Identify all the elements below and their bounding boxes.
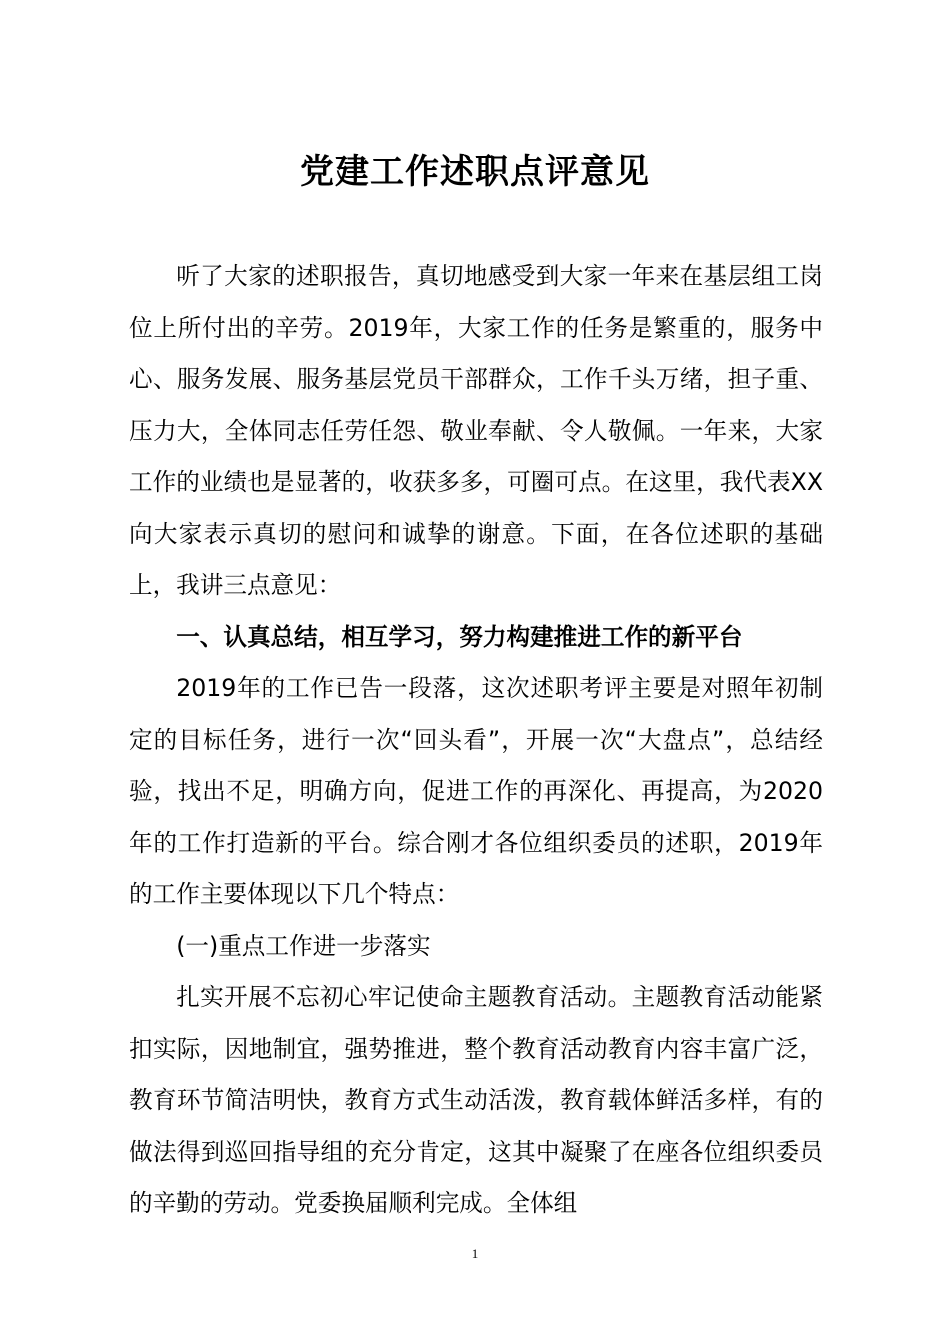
subsection-1-paragraph: 扎实开展不忘初心牢记使命主题教育活动。主题教育活动能紧扣实际，因地制宜，强势推进，整个教育活动教育内容丰富广泛，教育环节简洁明快，教育方式生动活泼，教育载体鲜活多样，有的做法得到巡回指导组的充分肯定，这其中凝聚了在座各位组织委员的辛勤的劳动。党委换届顺利完成。全体组	[129, 983, 823, 1217]
section-1-paragraph: 2019年的工作已告一段落，这次述职考评主要是对照年初制定的目标任务，进行一次“回头看”，开展一次“大盘点”，总结经验，找出不足，明确方向，促进工作的再深化、再提高，为2020年的工作打造新的平台。综合刚才各位组织委员的述职，2019年的工作主要体现以下几个特点：	[129, 674, 823, 908]
document-body	[129, 251, 823, 1230]
page-number: 1	[471, 1246, 479, 1261]
subsection-heading-1: (一)重点工作进一步落实	[176, 931, 431, 960]
intro-paragraph: 听了大家的述职报告，真切地感受到大家一年来在基层组工岗位上所付出的辛劳。2019年，大家工作的任务是繁重的，服务中心、服务发展、服务基层党员干部群众，工作千头万绪，担子重、压力大，全体同志任劳任怨、敬业奉献、令人敬佩。一年来，大家工作的业绩也是显著的，收获多多，可圈可点。在这里，我代表XX向大家表示真切的慰问和诚挚的谢意。下面，在各位述职的基础上，我讲三点意见：	[129, 262, 823, 599]
section-heading-1: 一、认真总结，相互学习，努力构建推进工作的新平台	[176, 622, 743, 651]
document-title: 党建工作述职点评意见	[300, 152, 650, 192]
